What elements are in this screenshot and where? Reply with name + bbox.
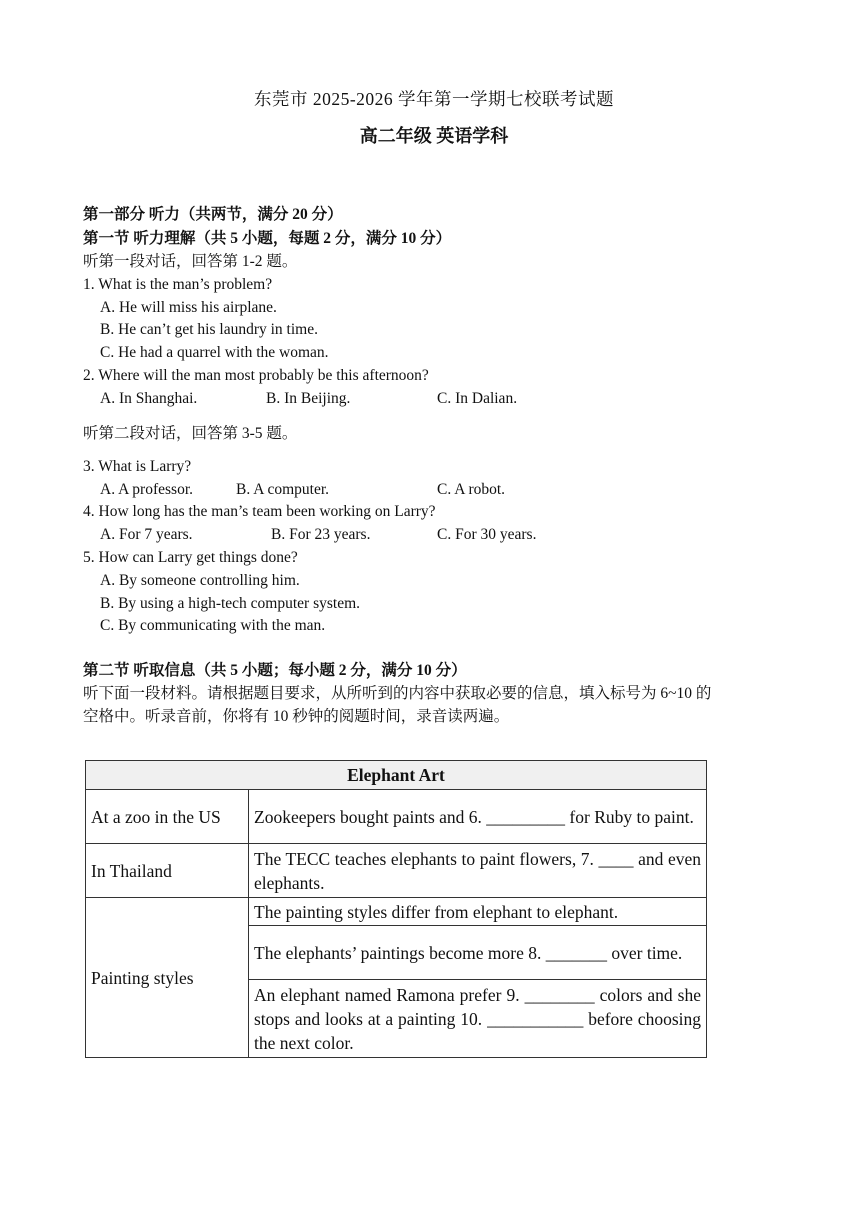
question-3-stem: 3. What is Larry? bbox=[83, 458, 192, 475]
section2-instruction-line2: 空格中。听录音前，你将有 10 秒钟的阅题时间，录音读两遍。 bbox=[83, 708, 510, 725]
question-1-option-c: C. He had a quarrel with the woman. bbox=[100, 344, 329, 361]
row-text-zoo: Zookeepers bought paints and 6. _________ for Ruby to paint. bbox=[249, 790, 707, 844]
exam-title: 东莞市 2025-2026 学年第一学期七校联考试题 bbox=[253, 89, 615, 109]
question-4-option-c: C. For 30 years. bbox=[437, 526, 537, 543]
table-row bbox=[86, 790, 707, 844]
row-label-thailand: In Thailand bbox=[86, 844, 249, 898]
question-5-stem: 5. How can Larry get things done? bbox=[83, 549, 298, 566]
question-2-stem: 2. Where will the man most probably be this afternoon? bbox=[83, 367, 429, 384]
question-1-stem: 1. What is the man’s problem? bbox=[83, 276, 273, 293]
row-text-styles-become-more: The elephants’ paintings become more 8. _______ over time. bbox=[249, 926, 707, 980]
question-5-option-c: C. By communicating with the man. bbox=[100, 617, 326, 634]
question-2-option-c: C. In Dalian. bbox=[437, 390, 518, 407]
question-4-option-b: B. For 23 years. bbox=[271, 526, 371, 543]
question-2-option-a: A. In Shanghai. bbox=[100, 390, 198, 407]
table-title: Elephant Art bbox=[86, 761, 707, 790]
section2-heading: 第二节 听取信息（共 5 小题；每小题 2 分，满分 10 分） bbox=[83, 662, 467, 679]
question-3-option-a: A. A professor. bbox=[100, 481, 193, 498]
question-5-option-a: A. By someone controlling him. bbox=[100, 572, 300, 589]
question-4-stem: 4. How long has the man’s team been working on Larry? bbox=[83, 503, 436, 520]
question-4-option-a: A. For 7 years. bbox=[100, 526, 193, 543]
dialogue1-instruction: 听第一段对话，回答第 1-2 题。 bbox=[83, 253, 298, 270]
table-header-row bbox=[86, 761, 707, 790]
elephant-art-table bbox=[85, 760, 707, 1058]
section2-instruction-line1: 听下面一段材料。请根据题目要求，从所听到的内容中获取必要的信息，填入标号为 6~10 的 bbox=[83, 685, 712, 702]
question-3-option-c: C. A robot. bbox=[437, 481, 506, 498]
dialogue2-instruction: 听第二段对话，回答第 3-5 题。 bbox=[83, 425, 298, 442]
table-row bbox=[86, 844, 707, 898]
question-1-option-a: A. He will miss his airplane. bbox=[100, 299, 277, 316]
table-row bbox=[86, 898, 707, 926]
question-2-option-b: B. In Beijing. bbox=[266, 390, 351, 407]
part1-heading: 第一部分 听力（共两节，满分 20 分） bbox=[83, 206, 343, 223]
row-label-painting-styles: Painting styles bbox=[86, 898, 249, 1058]
row-text-thailand: The TECC teaches elephants to paint flowers, 7. ____ and even elephants. bbox=[249, 844, 707, 898]
subject-title: 高二年级 英语学科 bbox=[359, 126, 509, 146]
question-3-option-b: B. A computer. bbox=[236, 481, 329, 498]
row-text-styles-differ: The painting styles differ from elephant to elephant. bbox=[249, 898, 707, 926]
question-5-option-b: B. By using a high-tech computer system. bbox=[100, 595, 361, 612]
section1-heading: 第一节 听力理解（共 5 小题，每题 2 分，满分 10 分） bbox=[83, 230, 452, 247]
row-text-ramona: An elephant named Ramona prefer 9. ________ colors and she stops and looks at a painting 10. ___________ before choosing the next color. bbox=[249, 980, 707, 1058]
question-1-option-b: B. He can’t get his laundry in time. bbox=[100, 321, 318, 338]
row-label-zoo: At a zoo in the US bbox=[86, 790, 249, 844]
